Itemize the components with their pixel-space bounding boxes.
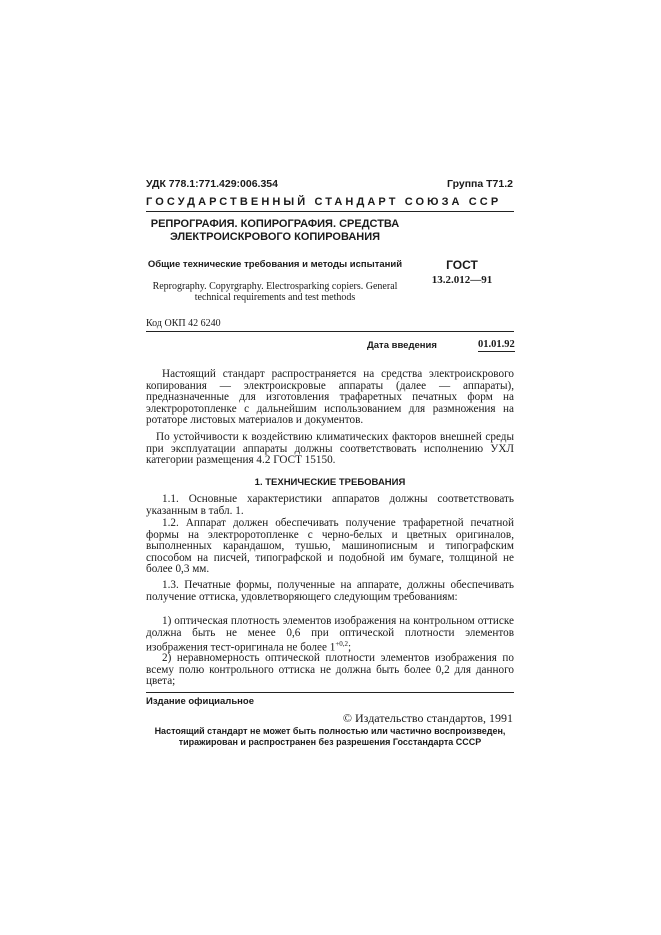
udk-code: УДК 778.1:771.429:006.354 [146, 178, 278, 190]
group-code: Группа Т71.2 [447, 178, 513, 190]
section-heading: 1. ТЕХНИЧЕСКИЕ ТРЕБОВАНИЯ [254, 477, 406, 488]
requirement-item-1-end: ; [348, 641, 352, 654]
paragraph-1-1: 1.1. Основные характеристики аппаратов должны соответствовать указанным в табл. 1. [146, 493, 514, 517]
state-standard-heading: ГОСУДАРСТВЕННЫЙ СТАНДАРТ СОЮЗА ССР [146, 196, 502, 208]
title-divider [146, 331, 514, 332]
intro-paragraph: Настоящий стандарт распространяется на средства электроискрового копирования — электроискровые аппараты (далее — аппараты), предназначенные для изготовления трафаретных печатных форм на электроротопленке с дальнейшим использованием для размножения на ротаторе листовых материалов и документов. [146, 368, 514, 427]
gost-number: 13.2.012—91 [431, 274, 493, 286]
paragraph-1-2: 1.2. Аппарат должен обеспечивать получение трафаретной печатной формы на электроротопленке с черно-белых и цветных оригиналов, выполненных карандашом, тушью, машинописным и типографским способом на писчей, типографской и подобной им бумаге, толщиной не более 0,3 мм. [146, 517, 514, 576]
paragraph-1-3: 1.3. Печатные формы, полученные на аппарате, должны обеспечивать получение оттиска, удовлетворяющего следующим требованиям: [146, 579, 514, 603]
official-edition-label: Издание официальное [146, 696, 254, 707]
introduction-date: 01.01.92 [478, 339, 515, 350]
document-subtitle: Общие технические требования и методы испытаний [147, 259, 403, 270]
requirement-item-2: 2) неравномерность оптической плотности элементов изображения по всему полю контрольного оттиска не должна быть более 0,2 для данного цвета; [146, 652, 514, 688]
header-divider [146, 211, 514, 212]
requirement-item-1 [146, 616, 514, 655]
gost-label: ГОСТ [446, 258, 478, 272]
reproduction-notice: Настоящий стандарт не может быть полностью или частично воспроизведен, тиражирован и распространен без разрешения Госстандарта СССР [154, 726, 506, 747]
okp-code: Код ОКП 42 6240 [146, 318, 221, 329]
tolerance-superscript: +0,2 [335, 640, 349, 649]
english-title: Reprography. Copyrgraphy. Electrosparking copiers. General technical requirements and test methods [152, 281, 398, 303]
footer-divider [146, 692, 514, 693]
requirement-item-1-text: 1) оптическая плотность элементов изображения на контрольном оттиске должна быть не менее 0,6 при оптической плотности элементов изображения тест-оригинала не более 1 [146, 615, 514, 654]
climate-paragraph: По устойчивости к воздействию климатических факторов внешней среды при эксплуатации аппараты должны соответствовать исполнению УХЛ категории размещения 4.2 ГОСТ 15150. [146, 431, 514, 467]
document-title: РЕПРОГРАФИЯ. КОПИРОГРАФИЯ. СРЕДСТВА ЭЛЕКТРОИСКРОВОГО КОПИРОВАНИЯ [150, 218, 400, 243]
publisher-copyright: © Издательство стандартов, 1991 [342, 711, 513, 725]
introduction-date-label: Дата введения [367, 340, 437, 351]
